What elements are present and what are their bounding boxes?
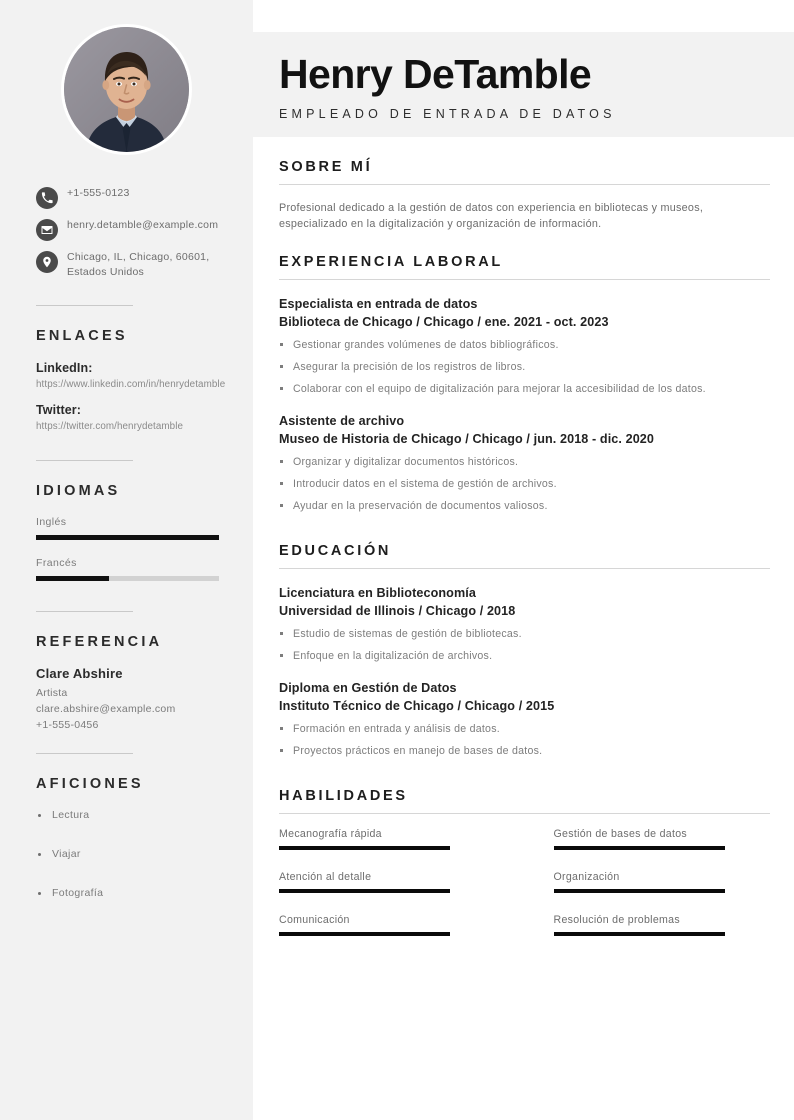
name-banner <box>253 32 794 137</box>
skill-name: Mecanografía rápida <box>279 828 382 840</box>
linkedin-label: LinkedIn: <box>36 361 93 375</box>
contact-item-phone[interactable] <box>36 186 235 209</box>
language-level-fill <box>36 576 109 581</box>
skill-item <box>279 871 450 893</box>
education-meta: Universidad de Illinois / Chicago / 2018 <box>279 604 516 618</box>
page-title: Henry DeTamble <box>279 51 592 97</box>
contact-item-address[interactable] <box>36 250 235 279</box>
education-bullet: Formación en entrada y análisis de datos. <box>279 722 770 737</box>
skill-name: Comunicación <box>279 914 350 926</box>
section-rule <box>279 184 770 185</box>
language-name: Inglés <box>36 516 67 528</box>
sidebar-section-title-links: ENLACES <box>36 328 128 344</box>
skill-level-bar <box>279 846 450 850</box>
skill-name: Organización <box>553 871 620 883</box>
sidebar-divider-reference <box>36 611 133 612</box>
reference-email[interactable]: clare.abshire@example.com <box>36 703 176 715</box>
experience-bullet: Introducir datos en el sistema de gestión de archivos. <box>279 477 770 492</box>
experience-meta: Biblioteca de Chicago / Chicago / ene. 2021 - oct. 2023 <box>279 315 609 329</box>
sidebar-section-title-languages: IDIOMAS <box>36 483 121 499</box>
reference-name: Clare Abshire <box>36 666 123 681</box>
section-rule <box>279 568 770 569</box>
skill-item <box>554 914 725 936</box>
main-content <box>253 0 794 1120</box>
main-inner <box>253 137 794 957</box>
reference-phone[interactable]: +1-555-0456 <box>36 719 99 731</box>
skills-grid <box>279 828 770 957</box>
sidebar-divider-languages <box>36 460 133 461</box>
education-entry <box>279 586 770 664</box>
sidebar-divider-hobbies <box>36 753 133 754</box>
twitter-url[interactable]: https://twitter.com/henrydetamble <box>36 421 184 432</box>
links-list <box>36 361 253 434</box>
section-rule <box>279 279 770 280</box>
skill-name: Atención al detalle <box>279 871 372 883</box>
link-item-linkedin[interactable] <box>36 361 231 392</box>
link-item-twitter[interactable] <box>36 403 231 434</box>
contact-item-email[interactable] <box>36 218 235 241</box>
contact-list <box>0 186 253 279</box>
experience-bullet: Colaborar con el equipo de digitalización para mejorar la accesibilidad de los datos. <box>279 382 770 397</box>
education-entry <box>279 681 770 759</box>
language-level-track <box>36 576 219 581</box>
skill-name: Resolución de problemas <box>553 914 680 926</box>
sidebar <box>0 0 253 1120</box>
section-rule <box>279 813 770 814</box>
section-skills <box>279 766 770 957</box>
avatar-container <box>0 0 253 152</box>
skill-item <box>554 828 725 850</box>
contact-email-text: henry.detamble@example.com <box>67 219 219 231</box>
section-experience <box>279 232 770 514</box>
experience-meta: Museo de Historia de Chicago / Chicago / jun. 2018 - dic. 2020 <box>279 432 655 446</box>
section-title-experience: EXPERIENCIA LABORAL <box>279 254 503 270</box>
language-name: Francés <box>36 557 77 569</box>
skill-item <box>279 914 450 936</box>
education-bullet: Proyectos prácticos en manejo de bases de datos. <box>279 744 770 759</box>
section-title-education: EDUCACIÓN <box>279 543 392 559</box>
hobby-item: Fotografía <box>38 887 253 899</box>
skill-level-bar <box>554 846 725 850</box>
sidebar-divider-links <box>36 305 133 306</box>
experience-bullet: Gestionar grandes volúmenes de datos bibliográficos. <box>279 338 770 353</box>
profile-photo-illustration <box>64 27 189 152</box>
experience-entry <box>279 297 770 397</box>
skill-item <box>554 871 725 893</box>
skill-level-bar <box>554 889 725 893</box>
skill-name: Gestión de bases de datos <box>553 828 688 840</box>
job-title: EMPLEADO DE ENTRADA DE DATOS <box>279 107 616 121</box>
section-title-about: SOBRE MÍ <box>279 159 373 175</box>
education-degree: Diploma en Gestión de Datos <box>279 681 457 695</box>
experience-bullet: Organizar y digitalizar documentos históricos. <box>279 455 770 470</box>
experience-entry <box>279 414 770 514</box>
linkedin-url[interactable]: https://www.linkedin.com/in/henrydetamble <box>36 379 226 390</box>
reference-role: Artista <box>36 687 68 699</box>
education-meta: Instituto Técnico de Chicago / Chicago / 2015 <box>279 699 555 713</box>
language-item <box>36 557 219 581</box>
skill-level-bar <box>554 932 725 936</box>
experience-bullet: Asegurar la precisión de los registros de libros. <box>279 360 770 375</box>
hobbies-list <box>38 809 253 899</box>
sidebar-section-title-reference: REFERENCIA <box>36 634 163 650</box>
skill-item <box>279 828 450 850</box>
language-level-track <box>36 535 219 540</box>
hobby-item: Lectura <box>38 809 253 821</box>
skill-level-bar <box>279 889 450 893</box>
envelope-icon <box>36 219 58 241</box>
experience-bullet: Ayudar en la preservación de documentos valiosos. <box>279 499 770 514</box>
twitter-label: Twitter: <box>36 403 82 417</box>
sidebar-section-title-hobbies: AFICIONES <box>36 776 144 792</box>
skill-level-bar <box>279 932 450 936</box>
experience-role: Asistente de archivo <box>279 414 405 428</box>
contact-address-text: Chicago, IL, Chicago, 60601, Estados Unidos <box>67 251 210 278</box>
reference-card <box>36 666 253 733</box>
languages-list <box>36 516 253 581</box>
education-degree: Licenciatura en Biblioteconomía <box>279 586 476 600</box>
section-title-skills: HABILIDADES <box>279 788 408 804</box>
about-text: Profesional dedicado a la gestión de datos con experiencia en bibliotecas y museos, especializado en la digitalización y organización de información. <box>279 202 704 230</box>
location-pin-icon <box>36 251 58 273</box>
language-level-fill <box>36 535 219 540</box>
phone-icon <box>36 187 58 209</box>
avatar <box>64 27 189 152</box>
contact-phone-text: +1-555-0123 <box>67 187 130 199</box>
education-bullet: Estudio de sistemas de gestión de bibliotecas. <box>279 627 770 642</box>
experience-role: Especialista en entrada de datos <box>279 297 478 311</box>
section-about <box>279 137 770 232</box>
education-bullet: Enfoque en la digitalización de archivos. <box>279 649 770 664</box>
hobby-item: Viajar <box>38 848 253 860</box>
section-education <box>279 521 770 759</box>
language-item <box>36 516 219 540</box>
